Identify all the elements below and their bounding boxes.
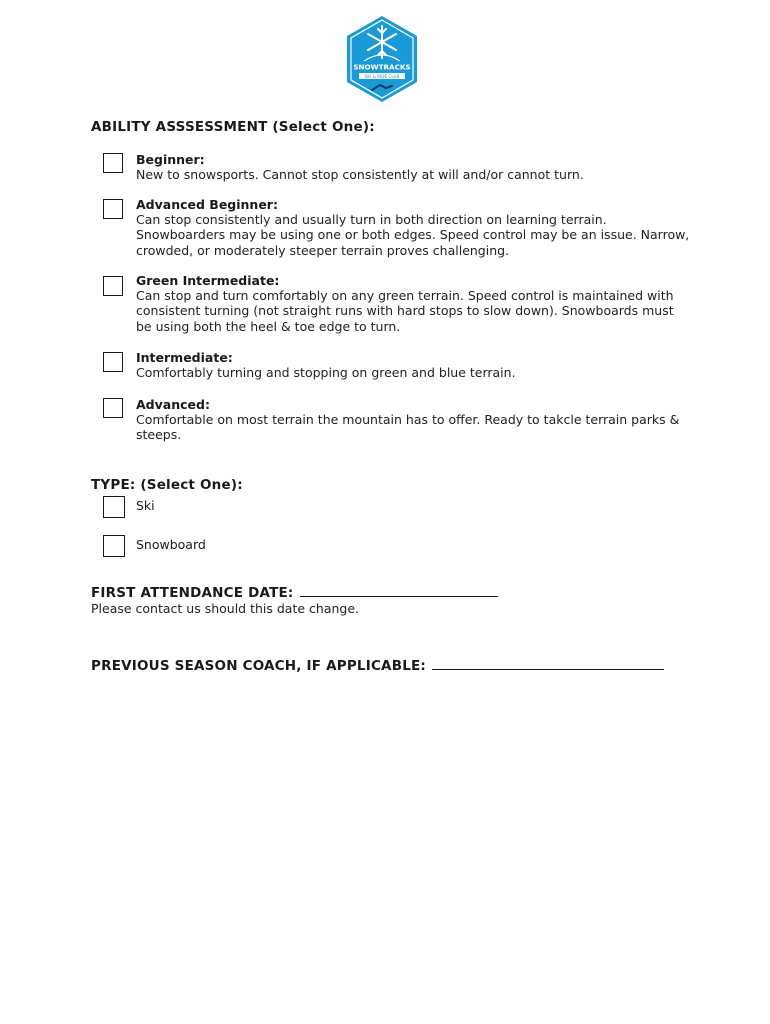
option-label: Ski [136, 498, 155, 513]
advanced-checkbox[interactable] [103, 398, 123, 418]
option-label: Intermediate: [136, 350, 233, 365]
option-label: Advanced Beginner: [136, 197, 278, 212]
svg-text:SNOWTRACKS: SNOWTRACKS [353, 62, 411, 72]
option-label: Advanced: [136, 397, 210, 412]
option-label: Snowboard [136, 537, 206, 552]
green-intermediate-checkbox[interactable] [103, 276, 123, 296]
snowtracks-logo [344, 14, 420, 104]
svg-text:SKI & RIDE CLUB: SKI & RIDE CLUB [364, 73, 400, 79]
ability-title: ABILITY ASSSESSMENT (Select One): [91, 119, 375, 135]
coach-name-field[interactable] [432, 657, 664, 670]
coach-label: PREVIOUS SEASON COACH, IF APPLICABLE: [91, 658, 427, 674]
snowboard-checkbox[interactable] [103, 535, 125, 557]
type-title: TYPE: (Select One): [91, 477, 243, 493]
snowflake-badge-icon [344, 14, 420, 104]
option-description: Can stop consistently and usually turn in both direction on learning terrain. Snowboarders may be using one or both edges. Speed control may be an issue. Narrow, crowded, or moderately steeper terrain proves challenging. [136, 212, 690, 258]
ski-checkbox[interactable] [103, 496, 125, 518]
attendance-note: Please contact us should this date change. [91, 601, 359, 616]
option-label: Beginner: [136, 152, 205, 167]
attendance-label: FIRST ATTENDANCE DATE: [91, 585, 294, 601]
option-description: New to snowsports. Cannot stop consistently at will and/or cannot turn. [136, 167, 584, 182]
coach-row [91, 657, 664, 674]
attendance-row [91, 584, 498, 601]
option-description: Comfortably turning and stopping on green and blue terrain. [136, 365, 516, 380]
beginner-checkbox[interactable] [103, 153, 123, 173]
option-description: Can stop and turn comfortably on any green terrain. Speed control is maintained with consistent turning (not straight runs with hard stops to slow down). Snowboards must be using both the heel & toe edge to turn. [136, 288, 674, 334]
advanced-beginner-checkbox[interactable] [103, 199, 123, 219]
option-description: Comfortable on most terrain the mountain has to offer. Ready to takcle terrain parks & steeps. [136, 412, 680, 443]
intermediate-checkbox[interactable] [103, 352, 123, 372]
option-label: Green Intermediate: [136, 273, 280, 288]
attendance-date-field[interactable] [300, 584, 498, 597]
